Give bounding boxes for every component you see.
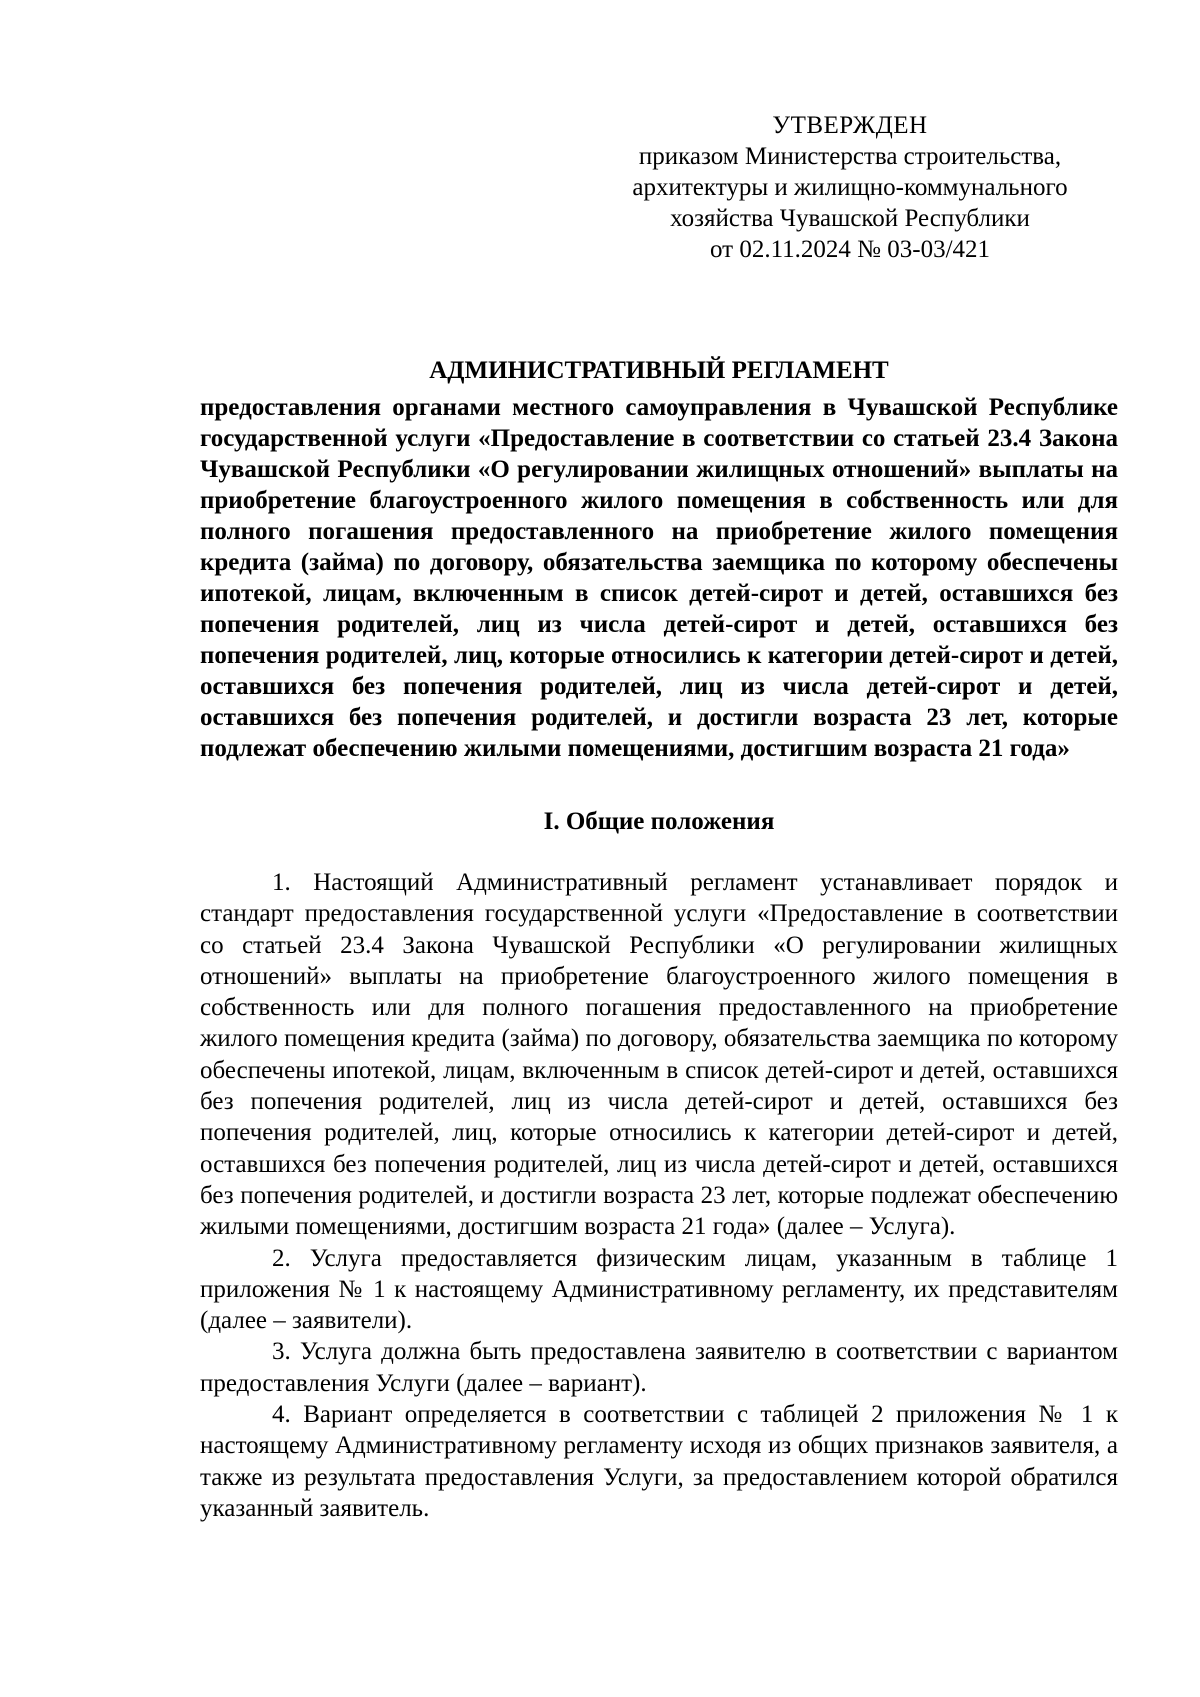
paragraph-2: 2. Услуга предоставляется физическим лицам, указанным в таблице 1 приложения № 1 к настоящему Административному регламенту, их представителям (далее – заявители).	[200, 1244, 1118, 1335]
document-title-block	[200, 355, 1118, 764]
approval-stamp	[600, 110, 1100, 265]
paragraph-3: 3. Услуга должна быть предоставлена заявителю в соответствии с вариантом предоставления Услуги (далее – вариант).	[200, 1338, 1118, 1397]
approval-line-3: хозяйства Чувашской Республики	[670, 205, 1030, 232]
approval-line-1: приказом Министерства строительства,	[638, 143, 1062, 170]
approval-title: УТВЕРЖДЕН	[772, 112, 928, 139]
section-body	[200, 867, 1118, 1524]
approval-line-2: архитектуры и жилищно-коммунального	[632, 174, 1068, 201]
document-title: АДМИНИСТРАТИВНЫЙ РЕГЛАМЕНТ	[429, 357, 889, 384]
document-subtitle: предоставления органами местного самоуправления в Чувашской Республике государственной услуги «Предоставление в соответствии со статьей 23.4 Закона Чувашской Республики «О регулировании жилищных отношений» выплаты на приобретение благоустроенного жилого помещения в собственность или для полного погашения предоставленного на приобретение жилого помещения кредита (займа) по договору, обязательства заемщика по которому обеспечены ипотекой, лицам, включенным в список детей-сирот и детей, оставшихся без попечения родителей, лиц из числа детей-сирот и детей, оставшихся без попечения родителей, лиц, которые относились к категории детей-сирот и детей, оставшихся без попечения родителей, лиц из числа детей-сирот и детей, оставшихся без попечения родителей, и достигли возраста 23 лет, которые подлежат обеспечению жилыми помещениями, достигшим возраста 21 года»	[200, 394, 1118, 762]
section-heading: I. Общие положения	[543, 808, 775, 835]
paragraph-4: 4. Вариант определяется в соответствии с таблицей 2 приложения № 1 к настоящему Административному регламенту исходя из общих признаков заявителя, а также из результата предоставления Услуги, за предоставлением которой обратился указанный заявитель.	[200, 1401, 1118, 1522]
paragraph-1: 1. Настоящий Административный регламент устанавливает порядок и стандарт предоставления государственной услуги «Предоставление в соответствии со статьей 23.4 Закона Чувашской Республики «О регулировании жилищных отношений» выплаты на приобретение благоустроенного жилого помещения в собственность или для полного погашения предоставленного на приобретение жилого помещения кредита (займа) по договору, обязательства заемщика по которому обеспечены ипотекой, лицам, включенным в список детей-сирот и детей, оставшихся без попечения родителей, лиц из числа детей-сирот и детей, оставшихся без попечения родителей, лиц, которые относились к категории детей-сирот и детей, оставшихся без попечения родителей, лиц из числа детей-сирот и детей, оставшихся без попечения родителей, и достигли возраста 23 лет, которые подлежат обеспечению жилыми помещениями, достигшим возраста 21 года» (далее – Услуга).	[200, 869, 1118, 1241]
approval-date-number: от 02.11.2024 № 03-03/421	[709, 236, 991, 263]
